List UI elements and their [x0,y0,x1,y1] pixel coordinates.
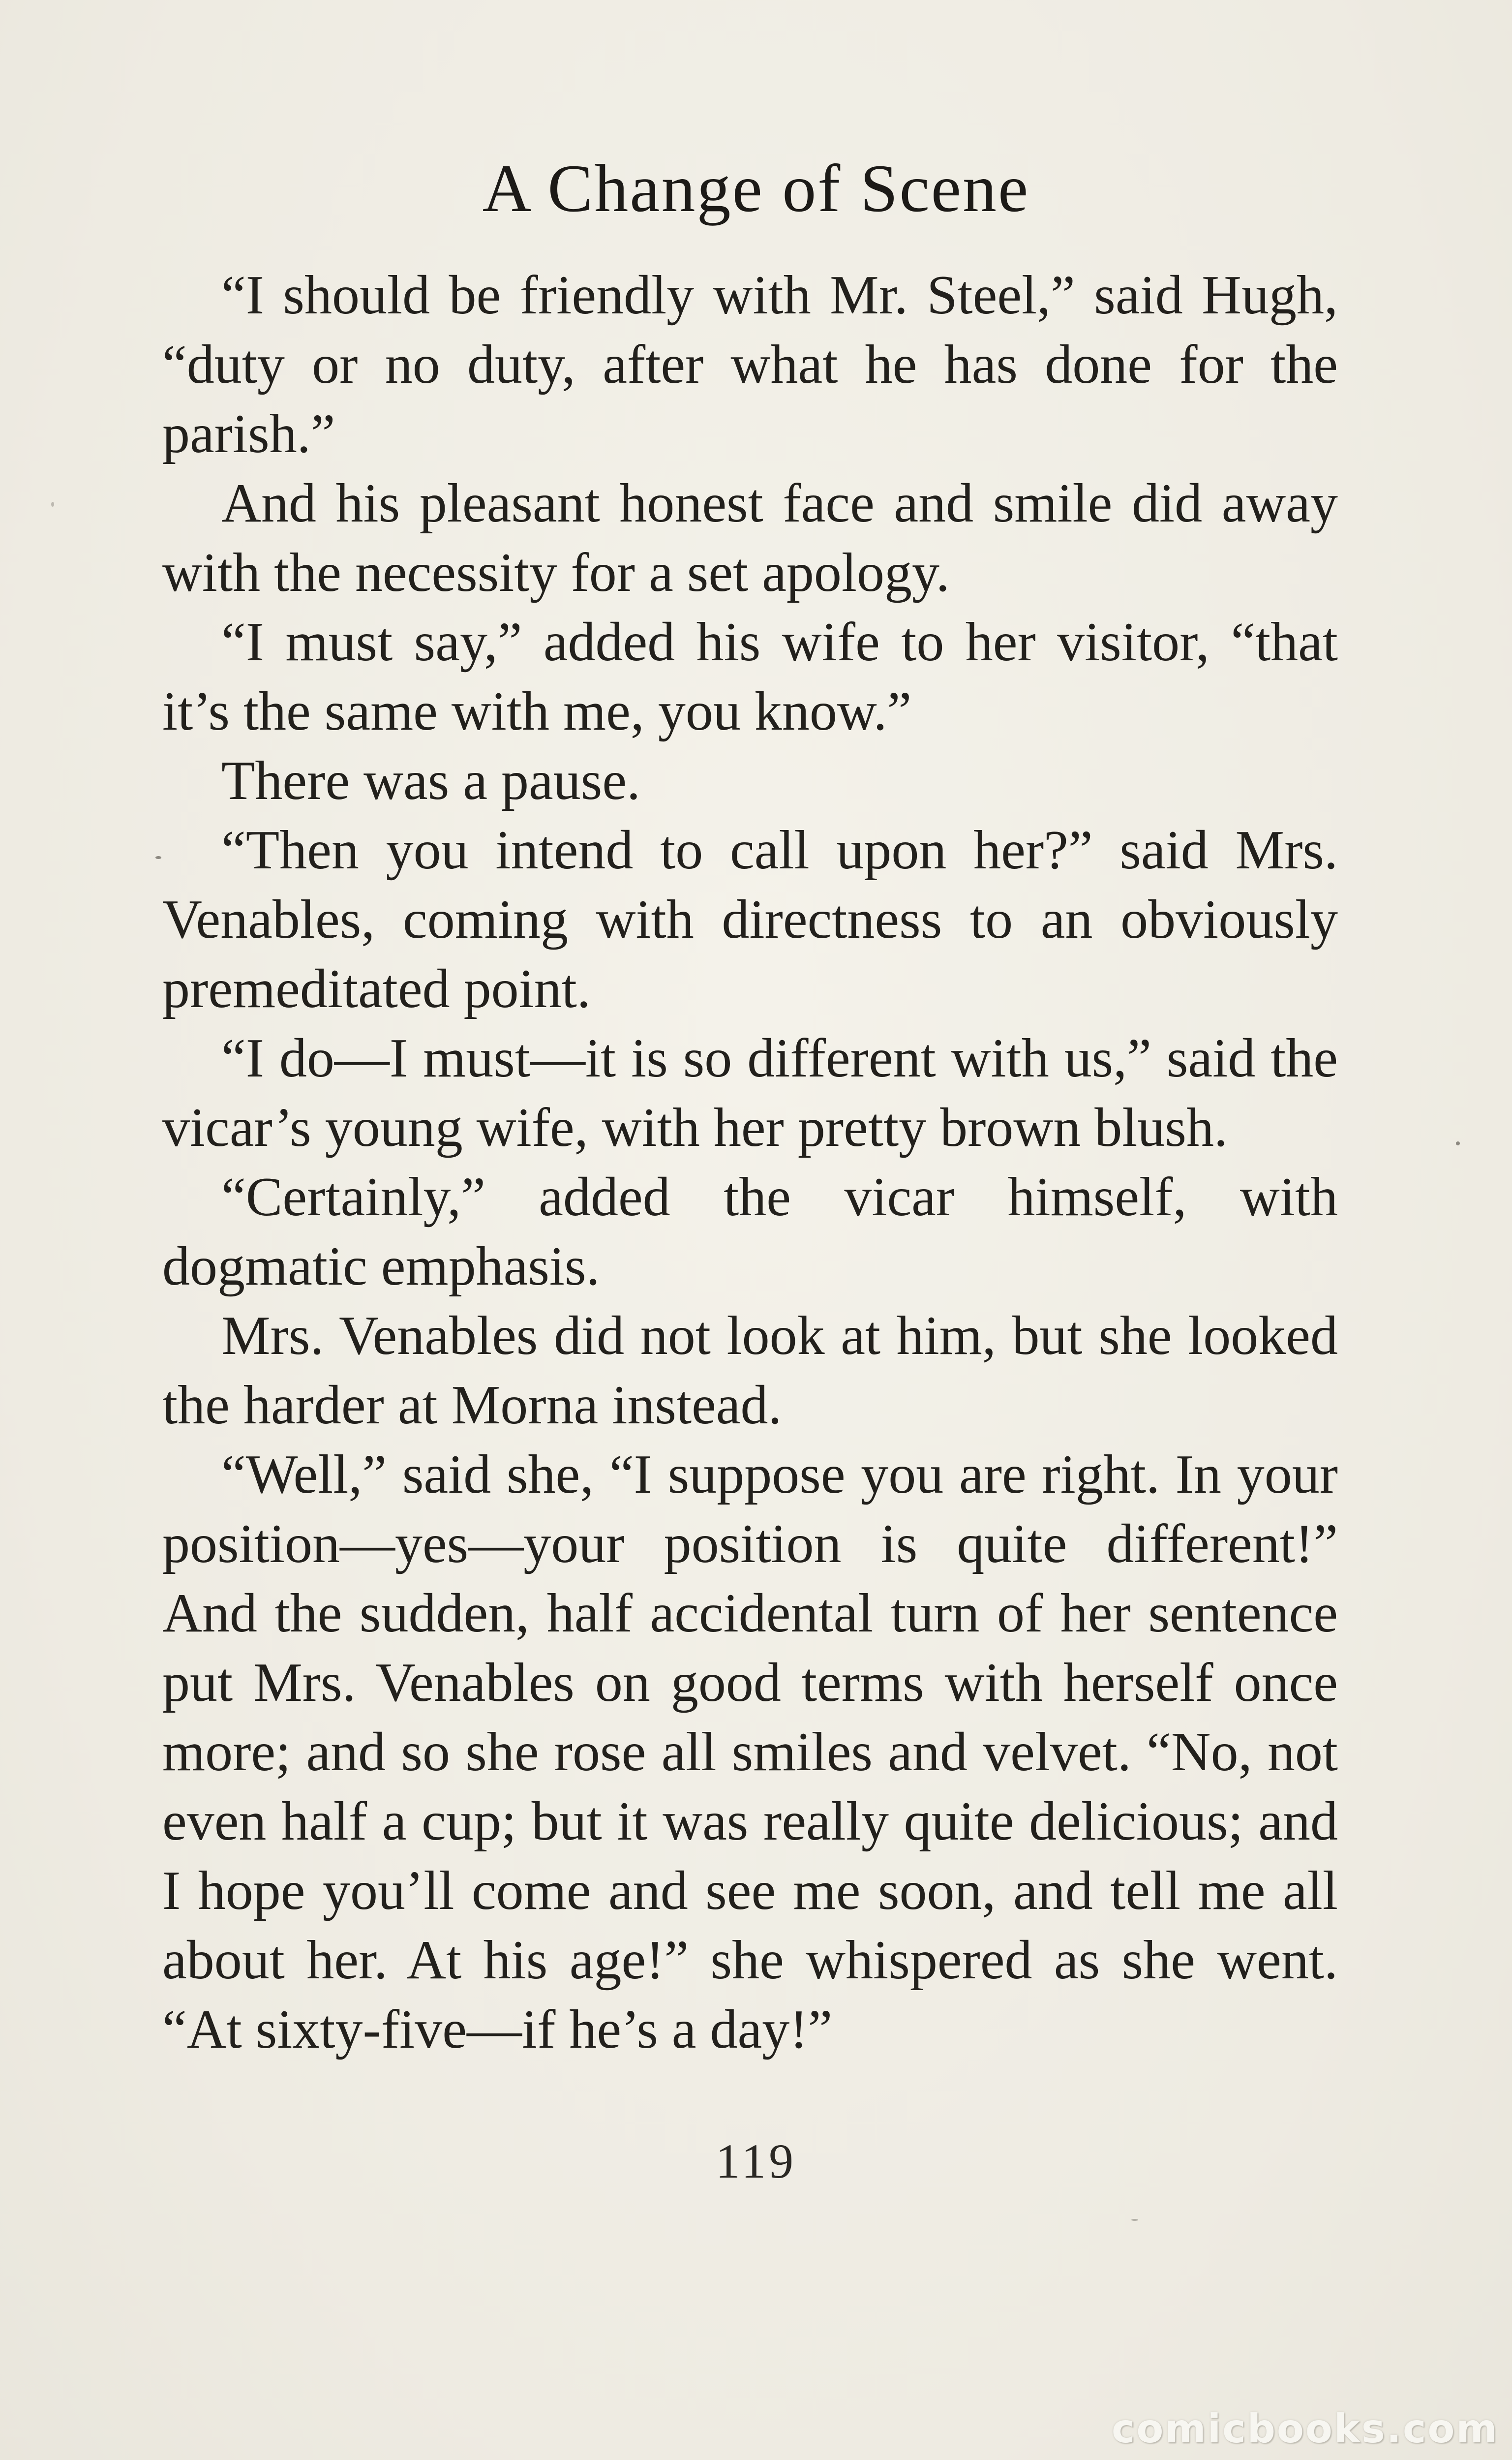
paragraph-1: “I should be friendly with Mr. Steel,” said Hugh, “duty or no duty, after what he has done for the parish.” [162,265,1338,464]
paper-speck [155,856,161,859]
paragraph-9: “Well,” said she, “I suppose you are right. In your position—yes—your position is quite different!” And the sudden, half accidental turn of her sentence put Mrs. Venables on good terms with herself once more; and so she rose all smiles and velvet. “No, not even half a cup; but it was really quite delicious; and I hope you’ll come and see me soon, and tell me all about her. At his age!” she whispered as she went. “At sixty-five—if he’s a day!” [162,1444,1338,2060]
paragraph-7: “Certainly,” added the vicar himself, with dogmatic emphasis. [162,1167,1338,1297]
paragraph-2: And his pleasant honest face and smile did away with the necessity for a set apology. [162,473,1338,603]
paper-speck [51,502,54,507]
running-head: A Change of Scene [482,151,1030,226]
paper-speck [1456,1141,1460,1145]
page-number: 119 [715,2134,797,2188]
watermark: comicbooks.com [1112,2406,1499,2452]
paragraph-6: “I do—I must—it is so different with us,” said the vicar’s young wife, with her pretty brown blush. [162,1028,1338,1158]
paragraph-8: Mrs. Venables did not look at him, but she looked the harder at Morna instead. [162,1305,1338,1436]
body-text [162,261,1338,2064]
paragraph-4: There was a pause. [221,750,641,811]
paragraph-5: “Then you intend to call upon her?” said Mrs. Venables, coming with directness to an obviously premeditated point. [162,820,1338,1019]
paragraph-3: “I must say,” added his wife to her visitor, “that it’s the same with me, you know.” [162,612,1338,742]
paper-speck [1131,2219,1138,2221]
